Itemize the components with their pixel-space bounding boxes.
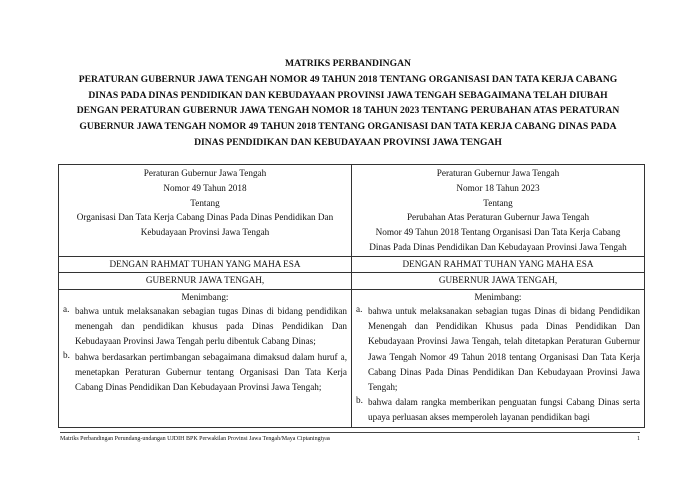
page-number: 1 xyxy=(637,436,640,442)
title-line: Organisasi Dan Tata Kerja Cabang Dinas Pada Dinas Pendidikan Dan xyxy=(76,212,334,223)
list-item xyxy=(63,304,347,350)
left-opening: DENGAN RAHMAT TUHAN YANG MAHA ESA xyxy=(59,256,352,273)
title-line: Nomor 49 Tahun 2018 xyxy=(163,182,247,193)
regulation-title-row xyxy=(59,165,645,257)
considering-label: Menimbang: xyxy=(181,291,229,302)
right-opening: DENGAN RAHMAT TUHAN YANG MAHA ESA xyxy=(352,256,645,273)
comparison-table xyxy=(58,164,645,428)
footer-text: Matriks Perbandingan Perundang-undangan UJDIH BPK Perwakilan Provinsi Jawa Tengah/Maya Ciptaningtyas xyxy=(60,436,331,442)
left-governor: GUBERNUR JAWA TENGAH, xyxy=(59,273,352,290)
considering-row xyxy=(59,289,645,427)
heading-line: PERATURAN GUBERNUR JAWA TENGAH NOMOR 49 TAHUN 2018 TENTANG ORGANISASI DAN TATA KERJA CABANG xyxy=(78,73,618,85)
list-item xyxy=(356,304,640,395)
opening-row xyxy=(59,256,645,273)
item-text: bahwa berdasarkan pertimbangan sebagaimana dimaksud dalam huruf a, menetapkan Peraturan Gubernur tentang Organisasi Dan Tata Kerja Cabang Dinas Pendidikan Dan Kebudayaan Provinsi Jawa Tengah; xyxy=(75,351,347,392)
item-label: b. xyxy=(356,395,363,406)
heading-line: GUBERNUR JAWA TENGAH NOMOR 49 TAHUN 2018 TENTANG ORGANISASI DAN TATA KERJA CABANG DINAS PADA xyxy=(79,121,617,133)
governor-row xyxy=(59,273,645,290)
document-heading xyxy=(40,56,656,151)
item-text: bahwa untuk melaksanakan sebagian tugas Dinas di bidang Pendidikan Menengah dan Pendidikan Khusus pada Dinas Pendidikan Dan Kebudayaan Provinsi Jawa Tengah, telah ditetapkan Peraturan Gubernur Jawa Tengah Nomor 49 Tahun 2018 tentang Organisasi Dan Tata Kerja Cabang Dinas Pada Dinas Pendidikan Dan Kebudayaan Provinsi Jawa Tengah; xyxy=(368,305,640,392)
title-line: Tentang xyxy=(190,197,220,208)
title-line: Tentang xyxy=(483,197,513,208)
title-line: Perubahan Atas Peraturan Gubernur Jawa Tengah xyxy=(406,212,590,223)
right-governor: GUBERNUR JAWA TENGAH, xyxy=(352,273,645,290)
list-item xyxy=(356,395,640,425)
title-line: Kebudayaan Provinsi Jawa Tengah xyxy=(140,227,270,238)
right-regulation-title xyxy=(352,165,645,257)
heading-line: DINAS PADA DINAS PENDIDIKAN DAN KEBUDAYAAN PROVINSI JAWA TENGAH SEBAGAIMANA TELAH DIUBAH xyxy=(88,89,608,101)
title-line: Nomor 18 Tahun 2023 xyxy=(456,182,540,193)
item-label: a. xyxy=(63,303,70,314)
right-considering xyxy=(352,289,645,427)
heading-line: MATRIKS PERBANDINGAN xyxy=(285,58,411,69)
heading-line: DENGAN PERATURAN GUBERNUR JAWA TENGAH NOMOR 18 TAHUN 2023 TENTANG PERUBAHAN ATAS PERATURAN xyxy=(76,105,620,117)
item-label: a. xyxy=(356,303,363,314)
page-footer xyxy=(60,432,640,442)
title-line: Peraturan Gubernur Jawa Tengah xyxy=(436,168,560,178)
considering-label: Menimbang: xyxy=(474,291,522,302)
left-regulation-title xyxy=(59,165,352,257)
item-text: bahwa untuk melaksanakan sebagian tugas Dinas di bidang pendidikan menengah dan pendidikan khusus pada Dinas Pendidikan Dan Kebudayaan Provinsi Jawa Tengah perlu dibentuk Cabang Dinas; xyxy=(75,305,347,347)
list-item xyxy=(63,350,347,396)
left-considering xyxy=(59,289,352,427)
title-line: Peraturan Gubernur Jawa Tengah xyxy=(143,168,267,178)
item-text: bahwa dalam rangka memberikan penguatan fungsi Cabang Dinas serta upaya perluasan akses memperoleh layanan pendidikan bagi xyxy=(368,397,640,423)
title-line: Dinas Pada Dinas Pendidikan Dan Kebudayaan Provinsi Jawa Tengah xyxy=(369,241,627,252)
item-label: b. xyxy=(63,349,70,360)
title-line: Nomor 49 Tahun 2018 Tentang Organisasi Dan Tata Kerja Cabang xyxy=(375,227,621,238)
heading-line: DINAS PENDIDIKAN DAN KEBUDAYAAN PROVINSI JAWA TENGAH xyxy=(194,136,502,148)
